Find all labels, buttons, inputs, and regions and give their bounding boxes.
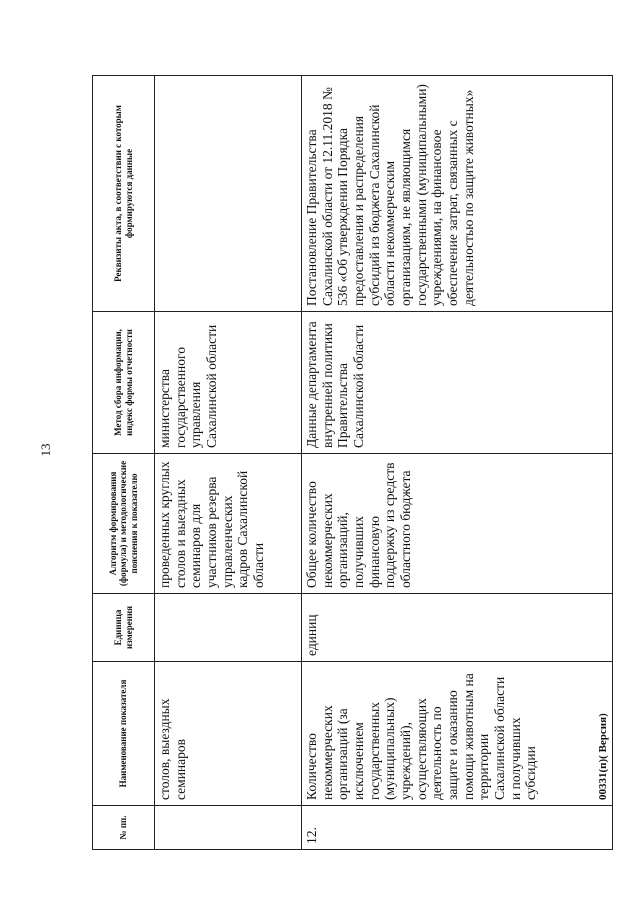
header-requisites: Реквизиты акта, в соответствии с которым формируются данные [93, 76, 155, 312]
header-num: № пп. [93, 806, 155, 850]
header-algorithm: Алгоритм формирования (формула) и методологические пояснения к показателю [93, 454, 155, 594]
cell-name: столов, выездных семинаров [155, 662, 302, 806]
header-method: Метод сбора информации, индекс формы отчетности [93, 312, 155, 454]
cell-algorithm: проведенных круглых столов и выездных семинаров для участников резерва управленческих кадров Сахалинской области [155, 454, 302, 594]
cell-requisites [155, 76, 302, 312]
cell-method: Данные департамента внутренней политики Правительства Сахалинской области [302, 312, 613, 454]
header-unit: Единица измерения [93, 594, 155, 662]
cell-requisites: Постановление Правительства Сахалинской области от 12.11.2018 № 536 «Об утверждении Порядка предоставления и распределения субсидий из бюджета Сахалинской области некоммерческим организациям, не являющимся государственными (муниципальными) учреждениями, на финансовое обеспечение затрат, связанных с деятельностью по защите животных» [302, 76, 613, 312]
cell-method: министерства государственного управления Сахалинской области [155, 312, 302, 454]
indicator-table [92, 75, 613, 850]
table-row [302, 76, 613, 850]
rotated-table-wrapper [92, 76, 612, 850]
cell-num [155, 806, 302, 850]
footer-version: 00331(п)( Версия) [597, 713, 609, 800]
table-header-row [93, 76, 155, 850]
cell-unit: единиц [302, 594, 613, 662]
cell-unit [155, 594, 302, 662]
cell-algorithm: Общее количество некоммерческих организаций, получивших финансовую поддержку из средств областного бюджета [302, 454, 613, 594]
header-name: Наименование показателя [93, 662, 155, 806]
cell-num: 12. [302, 806, 613, 850]
page-number: 13 [38, 443, 53, 457]
cell-name: Количество некоммерческих организаций (за исключением государственных (муниципальных) учреждений), осуществляющих деятельность по защите и оказанию помощи животным на территории Сахалинской области и получивших субсидии [302, 662, 613, 806]
table-row [155, 76, 302, 850]
